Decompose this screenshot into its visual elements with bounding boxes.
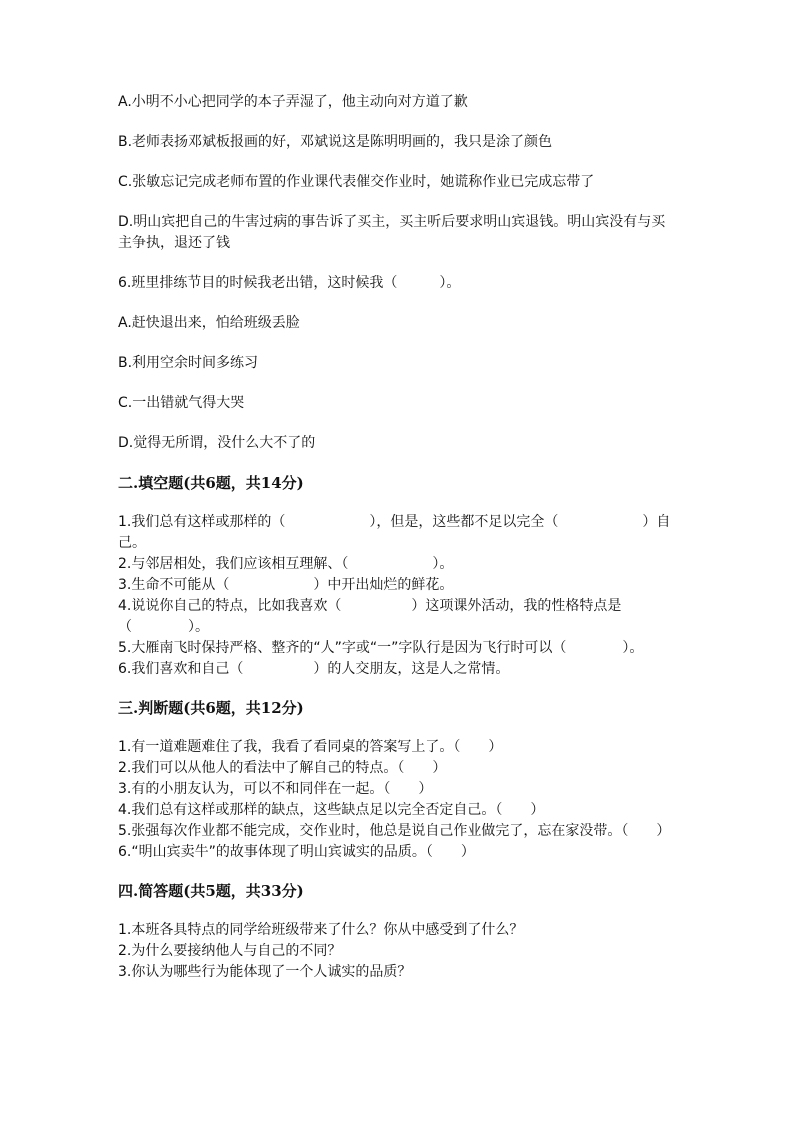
true-false-item-1: 1.有一道难题难住了我，我看了看同桌的答案写上了。（ ）	[118, 739, 503, 755]
q6-option-a: A.赶快退出来，怕给班级丢脸	[118, 315, 300, 331]
section-true-false-title: 三.判断题(共6题，共12分)	[118, 699, 304, 717]
short-answer-item-1: 1.本班各具特点的同学给班级带来了什么？你从中感受到了什么？	[118, 922, 524, 938]
exam-page	[118, 92, 678, 1001]
fill-blank-item-2: 2.与邻居相处，我们应该相互理解、（ ）。	[118, 556, 454, 572]
short-answer-item-3: 3.你认为哪些行为能体现了一个人诚实的品质？	[118, 964, 412, 980]
q5-option-d: D.明山宾把自己的牛害过病的事告诉了买主，买主听后要求明山宾退钱。明山宾没有与买主争执，退还了钱	[118, 214, 666, 251]
q5-option-c: C.张敏忘记完成老师布置的作业课代表催交作业时，她谎称作业已完成忘带了	[118, 174, 595, 190]
fill-blank-item-5: 5.大雁南飞时保持严格、整齐的“人”字或“一”字队行是因为飞行时可以（ ）。	[118, 640, 644, 656]
short-answer-item-2: 2.为什么要接纳他人与自己的不同？	[118, 943, 342, 959]
section-fill-blank-title: 二.填空题(共6题，共14分)	[118, 474, 304, 492]
q6-option-b: B.利用空余时间多练习	[118, 355, 259, 371]
true-false-item-4: 4.我们总有这样或那样的缺点，这些缺点足以完全否定自己。（ ）	[118, 802, 545, 818]
section-true-false-items	[118, 737, 678, 863]
fill-blank-item-4: 4.说说你自己的特点，比如我喜欢（ ）这项课外活动，我的性格特点是（ ）。	[118, 598, 622, 635]
q6-option-c: C.一出错就气得大哭	[118, 395, 245, 411]
q5-option-b: B.老师表扬邓斌板报画的好，邓斌说这是陈明明画的，我只是涂了颜色	[118, 134, 553, 150]
section-short-answer-items	[118, 920, 678, 983]
true-false-item-5: 5.张强每次作业都不能完成，交作业时，他总是说自己作业做完了，忘在家没带。（ ）	[118, 823, 671, 839]
fill-blank-item-6: 6.我们喜欢和自己（ ）的人交朋友，这是人之常情。	[118, 661, 510, 677]
q5-option-a: A.小明不小心把同学的本子弄湿了，他主动向对方道了歉	[118, 94, 468, 110]
q6-option-d: D.觉得无所谓，没什么大不了的	[118, 435, 316, 451]
q6-title: 6.班里排练节目的时候我老出错，这时候我（ ）。	[118, 275, 461, 291]
section-short-answer-title: 四.简答题(共5题，共33分)	[118, 882, 304, 900]
true-false-item-6: 6.“明山宾卖牛”的故事体现了明山宾诚实的品质。（ ）	[118, 844, 475, 860]
fill-blank-item-1: 1.我们总有这样或那样的（ ），但是，这些都不足以完全（ ）自己。	[118, 514, 671, 551]
true-false-item-2: 2.我们可以从他人的看法中了解自己的特点。（ ）	[118, 760, 447, 776]
section-fill-blank-items	[118, 512, 678, 680]
fill-blank-item-3: 3.生命不可能从（ ）中开出灿烂的鲜花。	[118, 577, 454, 593]
true-false-item-3: 3.有的小朋友认为，可以不和同伴在一起。（ ）	[118, 781, 433, 797]
